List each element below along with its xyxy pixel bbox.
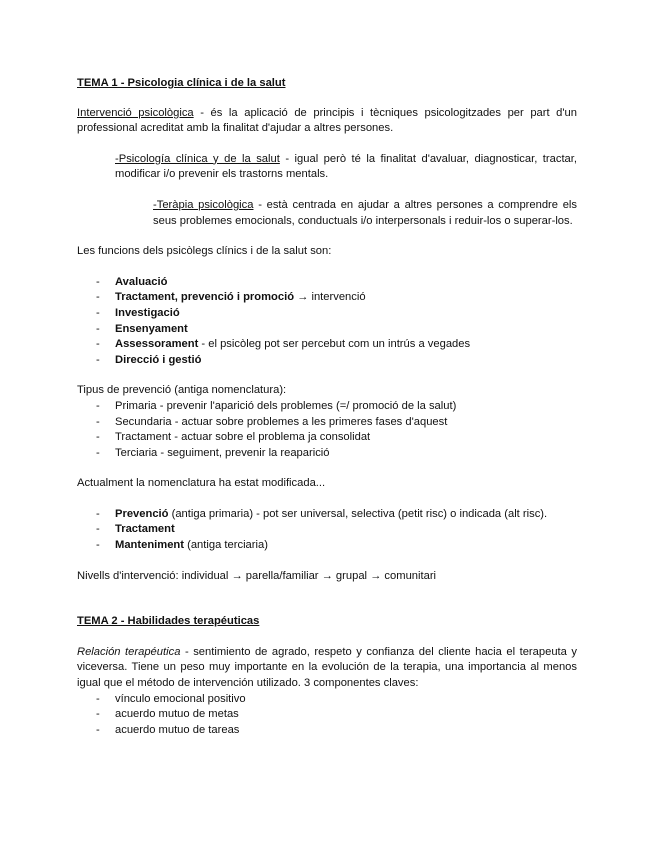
list-item: - Manteniment (antiga terciaria) xyxy=(77,538,577,554)
nomenclatura-intro: Actualment la nomenclatura ha estat modificada... xyxy=(77,477,326,490)
list-item: - Investigació xyxy=(77,306,577,322)
list-item: - vínculo emocional positivo xyxy=(77,692,577,708)
terapia-text: - està centrada en ajudar a altres persones a comprendre els seus problemes emocionals, conductuals i/o interpersonals i reduir-los o superar-los. xyxy=(153,198,578,227)
list-item: - Secundaria - actuar sobre problemes a les primeres fases d'aquest xyxy=(77,415,577,431)
nivells-intervencio: Nivells d'intervenció: individual → parella/familiar → grupal → comunitari xyxy=(77,569,437,582)
intervencio-text: - és la aplicació de principis i tècniques psicologitzades per part d'un professional acreditat amb la finalitat d'ajudar a altres persones. xyxy=(77,106,577,135)
relacion-text: - sentimiento de agrado, respeto y confianza del cliente hacia el terapeuta y viceversa. Tiene un peso muy importante en la evolución de la terapia, una importancia al menos igual que el método de intervención utilizado. 3 componentes claves: xyxy=(77,645,577,690)
prevencio-list xyxy=(77,399,577,461)
nomenclatura-list xyxy=(77,507,577,554)
list-item: - Primaria - prevenir l'aparició dels problemes (=/ promoció de la salut) xyxy=(77,399,577,415)
list-item: - Assessorament - el psicòleg pot ser percebut com un intrús a vegades xyxy=(77,337,577,353)
list-item: - Tractament - actuar sobre el problema ja consolidat xyxy=(77,430,577,446)
tema1-title: TEMA 1 - Psicologia clínica i de la salut xyxy=(77,77,286,89)
list-item: - Ensenyament xyxy=(77,322,577,338)
list-item: - acuerdo mutuo de tareas xyxy=(77,723,577,739)
prevencio-intro: Tipus de prevenció (antiga nomenclatura): xyxy=(77,384,287,397)
list-item: - Prevenció (antiga primaria) - pot ser universal, selectiva (petit risc) o indicada (alt risc). xyxy=(77,507,577,523)
funcions-list xyxy=(77,275,577,369)
terapia-paragraph xyxy=(153,198,577,229)
list-item: - Tractament, prevenció i promoció → intervenció xyxy=(77,290,577,306)
componentes-list xyxy=(77,692,577,739)
intervencio-paragraph xyxy=(77,106,577,137)
document-page xyxy=(77,76,577,738)
relacion-paragraph xyxy=(77,645,577,692)
list-item: - Terciaria - seguiment, prevenir la reaparició xyxy=(77,446,577,462)
psicologia-clinica-paragraph xyxy=(115,152,577,183)
tema2-title: TEMA 2 - Habilidades terapéuticas xyxy=(77,615,260,628)
funcions-intro: Les funcions dels psicòlegs clínics i de la salut son: xyxy=(77,245,332,258)
psicologia-clinica-term: -Psicología clínica y de la salut xyxy=(115,152,280,165)
list-item: - Tractament xyxy=(77,522,577,538)
list-item: - Avaluació xyxy=(77,275,577,291)
terapia-term: -Teràpia psicològica xyxy=(153,198,254,211)
list-item: - acuerdo mutuo de metas xyxy=(77,707,577,723)
psicologia-clinica-text: - igual però té la finalitat d'avaluar, diagnosticar, tractar, modificar i/o prevenir els trastorns mentals. xyxy=(115,152,577,181)
relacion-term: Relación terapéutica xyxy=(77,645,181,658)
intervencio-term: Intervenció psicològica xyxy=(77,106,194,119)
list-item: - Direcció i gestió xyxy=(77,353,577,369)
